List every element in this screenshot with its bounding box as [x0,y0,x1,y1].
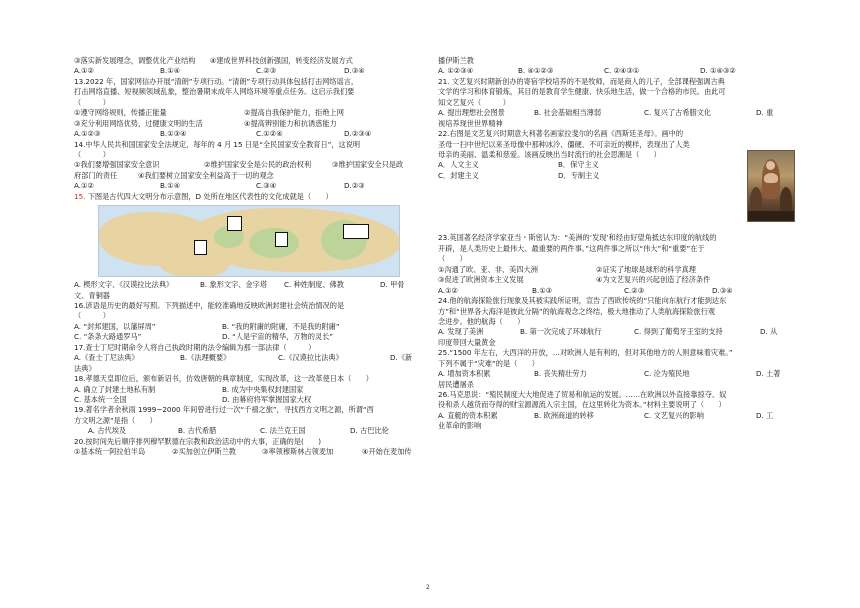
q15-stem: 15. 下图是古代四大文明分布示意图，D 处所在地区代表性的文化成就是（ ） [74,191,333,201]
q21-stem: 文学的学习和体育锻炼，其目的是教育学生健康、快乐地生活，做一个合格的市民。由此可 [438,87,726,97]
q23-stem: 开辟，是人类历史上最伟大、最重要的两件事。”这两件事之所以“伟大”和“重要”在于 [438,243,705,253]
q23-answers: A.①② B.①③ C.②③ D.③④ [438,285,733,295]
q19-stem: 19.著名学者余秋雨 1999~2000 年间曾进行过一次“千禧之旅”，寻找西方文明之源，所谓“西 [74,405,374,415]
answer-blank: （ ） [74,97,110,107]
q14-stem: 14.中华人民共和国国家安全法规定，每年的 4 月 15 日是“全民国家安全教育日”，这说明 [74,139,361,149]
q13-options: ③充分利用网络优势，过健康文明的生活 ④提高辨别能力和抗诱惑能力 [74,118,337,128]
left-column [74,57,426,459]
q13-answers: A.①②③ B.①③④ C.①②④ D.②③④ [74,129,372,139]
q20-stem: 20.按时间先后顺序排列穆罕默德在宗教和政治活动中的大事，正确的是( ) [74,436,322,446]
q15-number: 15. [74,191,86,201]
q13-stem: 13.2022 年，国家网信办开展“清朗”专项行动。“清朗”专项行动具体包括打击网络谣言， [74,76,359,86]
map-marker-d [227,216,242,231]
q23-options: ③促进了欧洲资本主义发展 ④为文艺复兴的兴起创造了经济条件 [438,275,711,285]
q26-stem: 役和杀人越货而夺得的财宝源源流入宗主国，在这里转化为资本。”材料主要说明了（ ） [438,400,726,410]
answer-d: D.③④ [344,66,365,76]
map-marker-a [343,224,369,239]
q20-continued: 播伊斯兰教 [438,56,474,65]
q21-answers: A. 提出理想社会图景 B. 社会基础相当薄弱 C. 复兴了古希腊文化 D. 重 [438,108,774,118]
q12-option-line: ③落实新发展理念，调整优化产业结构 ④建成世界科技创新强国，转变经济发展方式 [74,56,353,65]
q26-answers: A. 直艇的资本积累 B. 欧洲商道的转移 C. 文艺复兴的影响 D. 工 [438,410,774,420]
answer-blank: （ ） [74,149,110,159]
q24-stem: 念进步。他的航海（ ） [438,316,525,326]
q21-stem: 知文艺复兴（ ） [438,97,510,107]
q20-answers: A. ①②③④ B. ④①②③ C. ②④③① D. ①④③② [438,66,736,76]
q22-stem: 圣母一扫中世纪以来圣母像中那种冰冷、僵硬、不可亲近的模样，表现出了人类 [438,139,690,149]
q13-stem: 打击网络直播、短视频领域乱象，整治暑期未成年人网络环境等重点任务。这启示我们要 [74,87,355,97]
q25-answers: A. 增加资本积累 B. 丧失精壮劳力 C. 沦为殖民地 D. 土著 [438,369,781,379]
answer-c: C.②③ [256,66,277,76]
q24-answers: 印度带回大量黄金 [438,337,496,347]
q17-stem: 17.查士丁尼时期命令人将自己执政时期的法令编辑为那一部法律（ ） [74,342,316,352]
q16-answers: C. “条条大路通罗马” D. “人是宇宙的精华，万物的灵长” [74,332,333,342]
answer-blank: （ ） [438,254,467,264]
q24-answers: A. 发现了美洲 B. 第一次完成了环球航行 C. 得到了葡萄牙王室的支持 D. 从 [438,327,778,337]
q24-stem: 方”和“世界各大海洋是彼此分隔”的航海观念之终结，极大地推动了人类航海探险旅行观 [438,306,716,316]
map-marker-b [275,232,288,247]
q14-options: ①我们要增强国家安全意识 ②维护国家安全是公民的政治权利 ③维护国家安全只是政 [74,160,404,170]
q22-answers: A．人文主义 B．保守主义 [438,160,599,170]
q22-answers: C．封建主义 D．专制主义 [438,170,600,180]
map-marker-c [194,240,207,255]
answer-blank: （ ） [74,311,110,321]
q25-answers: 居民遭屠杀 [438,379,474,389]
right-column [438,57,790,433]
q22-stem: 22.右图是文艺复兴时期意大利著名画家拉斐尔的名画《西斯廷圣母》。画中的 [438,129,684,139]
q18-answers: C. 基本统一全国 D. 由幕府将军掌握国家大权 [74,394,312,404]
answer-a: A.①② [74,66,94,76]
ancient-civilizations-map [98,205,400,277]
q24-stem: 24.他的航海探险旅行现象及其被实践所证明，宣告了西欧传统的“只能向东航行才能到达东 [438,296,727,306]
q19-stem: 方文明之源”是指（ ） [74,415,157,425]
q22-stem: 母亲的美丽、温柔和慈爱。该画反映出当时流行的社会思潮是（ ） [438,149,661,159]
q19-answers: A. 古代埃及 B. 古代希腊 C. 法兰克王国 D. 古巴比伦 [88,426,389,436]
q14-answers: A.①② B.①④ C.③④ D.②③ [74,181,365,191]
answer-b: B.①④ [160,66,181,76]
q18-stem: 18.孝德天皇即位后，颁布新诏书，仿效唐朝的典章制度，实现改革，这一改革使日本（ ） [74,374,373,384]
q17-answers: A.《查士丁尼法典》 B.《法理概要》 C.《汉谟拉比法典》 D.《新 [74,353,413,363]
q21-answers: 视培养现世世界精神 [438,118,503,128]
q16-answers: A. “封邦建国，以藩屏周” B. “我的附庸的附庸，不是我的附庸” [74,321,340,331]
q26-stem: 26.马克思说：“殖民制度大大地促进了贸易和航运的发展。……在欧洲以外直接靠掠夺、奴 [438,390,727,399]
q25-stem: 25.“1500 年左右，大西洋的开放，…对欧洲人是有利的，但对其他地方的人则意味着灾难。” [438,348,733,358]
q16-stem: 16.谚语是历史的最好写照。下列描述中，能较准确地反映欧洲封建社会统治情况的是 [74,301,345,310]
q21-stem: 21. 文艺复兴时期新创办的寄宿学校培养的不是牧师，而是商人的儿子，全部课程强调古典 [438,76,725,86]
q20-options: ①基本统一阿拉伯半岛 ②买加创立伊斯兰教 ③率领穆斯林占领麦加 ④开始在麦加传 [74,447,412,457]
q26-answers: 业革命的影响 [438,421,482,431]
page-number: 2 [426,584,430,591]
q15-answers: 文、青铜器 [74,290,110,300]
sistine-madonna-painting [747,150,795,222]
q18-answers: A. 确立了封建土地私有制 B. 成为中央集权封建国家 [74,384,304,394]
q17-answers: 法典》 [74,363,96,373]
q13-options: ①遵守网络规则，传播正能量 ②提高自我保护能力，拒绝上网 [74,108,344,118]
q15-answers: A. 楔形文字、《汉谟拉比法典》 B. 象形文字、金字塔 C. 种姓制度、佛教 D. 甲骨 [74,280,405,290]
q14-options: 府部门的责任 ④我们要树立国家安全利益高于一切的观念 [74,170,274,180]
q23-stem: 23.英国著名经济学家亚当・斯密认为：“美洲的‘发现’和经由好望角抵达东印度的航线的 [438,233,717,243]
q23-options: ①沟通了欧、亚、非、美四大洲 ②证实了地球是球形的科学真理 [438,264,696,274]
q25-stem: 下列不属于“灾难”的是（ ） [438,358,539,368]
